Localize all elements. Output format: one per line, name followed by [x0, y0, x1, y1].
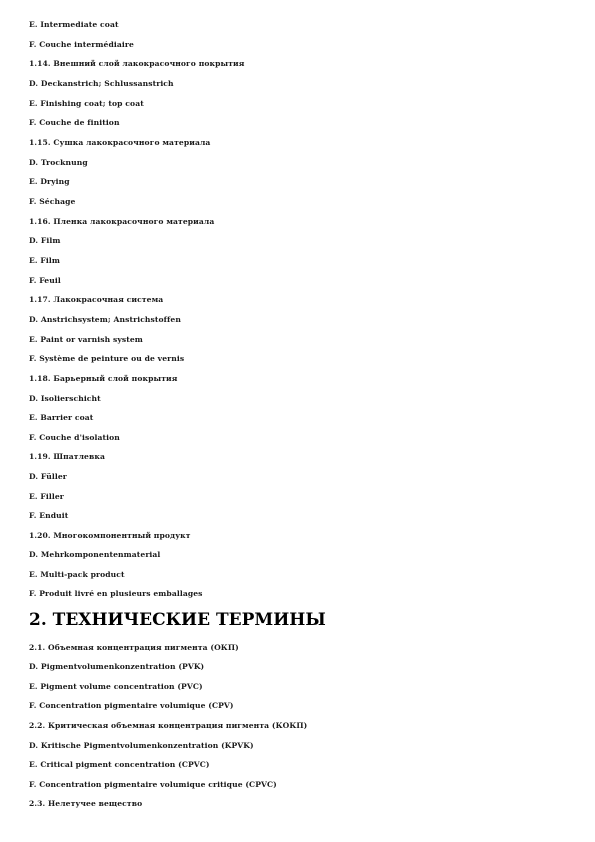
term-line: 2.2. Критическая объемная концентрация пигмента (КОКП) [29, 721, 308, 730]
term-line: D. Pigmentvolumenkonzentration (PVK) [29, 662, 205, 671]
term-line: D. Mehrkomponentenmaterial [29, 550, 161, 559]
term-line: F. Couche intermédiaire [29, 40, 134, 49]
term-line: 2.3. Нелетучее вещество [29, 799, 143, 808]
term-line: E. Drying [29, 177, 70, 186]
term-line: E. Multi-pack product [29, 570, 125, 579]
term-line: F. Concentration pigmentaire volumique (CPV) [29, 701, 234, 710]
section-heading: 2. ТЕХНИЧЕСКИЕ ТЕРМИНЫ [29, 610, 326, 630]
term-line: F. Enduit [29, 511, 69, 520]
term-line: 1.18. Барьерный слой покрытия [29, 374, 178, 383]
term-line: 1.14. Внешний слой лакокрасочного покрытия [29, 59, 245, 68]
term-line: D. Film [29, 236, 61, 245]
term-line: E. Filler [29, 492, 64, 501]
term-line: E. Paint or varnish system [29, 335, 143, 344]
term-line: E. Barrier coat [29, 413, 94, 422]
term-line: D. Anstrichsystem; Anstrichstoffen [29, 315, 181, 324]
term-line: E. Pigment volume concentration (PVC) [29, 682, 203, 691]
term-line: 2.1. Объемная концентрация пигмента (ОКП) [29, 643, 239, 652]
term-line: E. Finishing coat; top coat [29, 99, 144, 108]
term-line: D. Isolierschicht [29, 394, 101, 403]
term-line: 1.17. Лакокрасочная система [29, 295, 164, 304]
term-line: E. Critical pigment concentration (CPVC) [29, 760, 210, 769]
term-line: F. Séchage [29, 197, 76, 206]
term-line: E. Intermediate coat [29, 20, 119, 29]
term-line: D. Trocknung [29, 158, 88, 167]
term-line: F. Feuil [29, 276, 61, 285]
term-line: F. Couche de finition [29, 118, 120, 127]
term-line: F. Produit livré en plusieurs emballages [29, 589, 203, 598]
term-line: D. Kritische Pigmentvolumenkonzentration (KPVK) [29, 741, 254, 750]
term-line: F. Couche d'isolation [29, 433, 120, 442]
term-line: E. Film [29, 256, 60, 265]
term-line: F. Concentration pigmentaire volumique critique (CPVC) [29, 780, 277, 789]
term-line: D. Deckanstrich; Schlussanstrich [29, 79, 174, 88]
term-line: 1.19. Шпатлевка [29, 452, 105, 461]
term-line: 1.15. Сушка лакокрасочного материала [29, 138, 211, 147]
term-line: 1.20. Многокомпонентный продукт [29, 531, 191, 540]
term-line: F. Système de peinture ou de vernis [29, 354, 185, 363]
term-line: 1.16. Пленка лакокрасочного материала [29, 217, 215, 226]
term-line: D. Füller [29, 472, 67, 481]
